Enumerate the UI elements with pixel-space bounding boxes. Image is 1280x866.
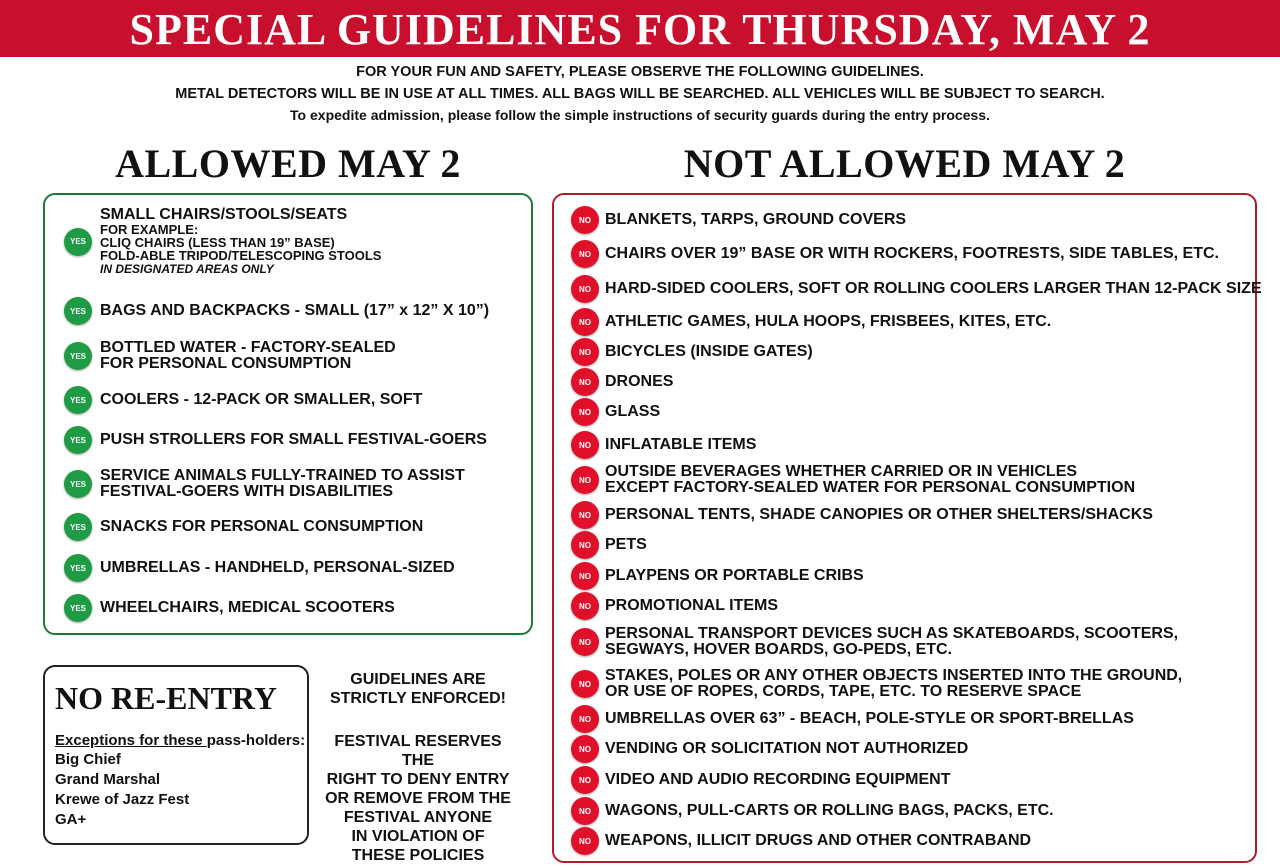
- list-item: [571, 338, 813, 366]
- yes-badge-icon: YES: [64, 297, 92, 325]
- list-item: [64, 297, 489, 325]
- no-badge-icon: NO: [571, 735, 599, 763]
- no-badge-icon: NO: [571, 501, 599, 529]
- item-text-continued: FOR PERSONAL CONSUMPTION: [100, 355, 352, 372]
- list-item: [571, 206, 906, 234]
- item-text-continued: FESTIVAL-GOERS WITH DISABILITIES: [100, 483, 394, 500]
- item-text: GLASS: [605, 403, 661, 420]
- chairs-example: FOR EXAMPLE:: [100, 222, 199, 237]
- item-text: WHEELCHAIRS, MEDICAL SCOOTERS: [100, 599, 395, 616]
- list-item: [64, 513, 423, 541]
- item-text: ATHLETIC GAMES, HULA HOOPS, FRISBEES, KITES, ETC.: [605, 313, 1052, 330]
- item-text-continued: OR USE OF ROPES, CORDS, TAPE, ETC. TO RESERVE SPACE: [605, 683, 1082, 700]
- item-text: OUTSIDE BEVERAGES WHETHER CARRIED OR IN VEHICLES: [605, 463, 1078, 480]
- item-text: BOTTLED WATER - FACTORY-SEALED: [100, 339, 396, 356]
- no-reentry-exceptions: [55, 732, 305, 749]
- item-text: STAKES, POLES OR ANY OTHER OBJECTS INSERTED INTO THE GROUND,: [605, 667, 1183, 684]
- item-text-continued: SEGWAYS, HOVER BOARDS, GO-PEDS, ETC.: [605, 641, 953, 658]
- no-badge-icon: NO: [571, 240, 599, 268]
- list-item: [571, 705, 1134, 733]
- item-text: CHAIRS OVER 19” BASE OR WITH ROCKERS, FOOTRESTS, SIDE TABLES, ETC.: [605, 245, 1219, 262]
- list-item: [571, 562, 864, 590]
- list-item: [571, 827, 1031, 855]
- pass-holder: GA+: [55, 811, 87, 828]
- chairs-title: SMALL CHAIRS/STOOLS/SEATS: [100, 206, 348, 223]
- yes-badge-icon: YES: [64, 470, 92, 498]
- item-text: PETS: [605, 536, 647, 553]
- exceptions-rest: pass-holders:: [206, 732, 306, 749]
- no-badge-icon: NO: [571, 705, 599, 733]
- enforced-notice: GUIDELINES ARE STRICTLY ENFORCED!: [329, 671, 506, 707]
- list-item: [64, 554, 455, 582]
- item-text: UMBRELLAS OVER 63” - BEACH, POLE-STYLE OR SPORT-BRELLAS: [605, 710, 1134, 727]
- chairs-note: IN DESIGNATED AREAS ONLY: [100, 262, 274, 276]
- chairs-line-2: FOLD-ABLE TRIPOD/TELESCOPING STOOLS: [100, 248, 382, 263]
- list-item: [571, 240, 1219, 268]
- list-item: [64, 426, 487, 454]
- no-badge-icon: NO: [571, 206, 599, 234]
- pass-holder: Big Chief: [55, 751, 121, 768]
- item-text: UMBRELLAS - HANDHELD, PERSONAL-SIZED: [100, 559, 455, 576]
- list-item: [571, 797, 1054, 825]
- item-text: VENDING OR SOLICITATION NOT AUTHORIZED: [605, 740, 969, 757]
- item-text-continued: EXCEPT FACTORY-SEALED WATER FOR PERSONAL CONSUMPTION: [605, 479, 1136, 496]
- no-badge-icon: NO: [571, 797, 599, 825]
- chairs-line-1: CLIQ CHAIRS (LESS THAN 19” BASE): [100, 235, 335, 250]
- item-text: PROMOTIONAL ITEMS: [605, 597, 779, 614]
- no-badge-icon: NO: [571, 670, 599, 698]
- pass-holder: Krewe of Jazz Fest: [55, 791, 190, 808]
- item-text: PERSONAL TRANSPORT DEVICES SUCH AS SKATEBOARDS, SCOOTERS,: [605, 625, 1179, 642]
- item-text: HARD-SIDED COOLERS, SOFT OR ROLLING COOLERS LARGER THAN 12-PACK SIZE: [605, 280, 1262, 297]
- item-text: SERVICE ANIMALS FULLY-TRAINED TO ASSIST: [100, 467, 465, 484]
- item-text: PUSH STROLLERS FOR SMALL FESTIVAL-GOERS: [100, 431, 487, 448]
- list-item: [571, 398, 660, 426]
- yes-badge-icon: YES: [64, 594, 92, 622]
- list-item: [571, 368, 673, 396]
- no-reentry-title: NO RE-ENTRY: [55, 680, 277, 716]
- list-item: [571, 275, 1262, 303]
- no-badge-icon: NO: [571, 275, 599, 303]
- allowed-heading: ALLOWED MAY 2: [115, 141, 461, 186]
- item-text: VIDEO AND AUDIO RECORDING EQUIPMENT: [605, 771, 951, 788]
- pass-holder-list: [55, 750, 189, 830]
- no-badge-icon: NO: [571, 827, 599, 855]
- allowed-item-chairs: [64, 207, 381, 276]
- no-badge-icon: NO: [571, 466, 599, 494]
- not-allowed-heading: NOT ALLOWED MAY 2: [683, 141, 1126, 186]
- item-text: BLANKETS, TARPS, GROUND COVERS: [605, 211, 907, 228]
- item-text: BICYCLES (INSIDE GATES): [605, 343, 813, 360]
- no-badge-icon: NO: [571, 628, 599, 656]
- no-badge-icon: NO: [571, 308, 599, 336]
- pass-holder: Grand Marshal: [55, 771, 161, 788]
- list-item: [571, 668, 1182, 700]
- item-text: COOLERS - 12-PACK OR SMALLER, SOFT: [100, 391, 423, 408]
- list-item: [571, 592, 778, 620]
- list-item: [64, 386, 422, 414]
- item-text: SNACKS FOR PERSONAL CONSUMPTION: [100, 518, 424, 535]
- yes-badge-icon: YES: [64, 386, 92, 414]
- yes-badge-icon: YES: [64, 228, 92, 256]
- no-badge-icon: NO: [571, 562, 599, 590]
- no-badge-icon: NO: [571, 592, 599, 620]
- exceptions-underlined: Exceptions for these: [55, 732, 207, 749]
- list-item: [571, 626, 1178, 658]
- no-badge-icon: NO: [571, 431, 599, 459]
- item-text: DRONES: [605, 373, 674, 390]
- page-title-banner: SPECIAL GUIDELINES FOR THURSDAY, MAY 2: [0, 0, 1280, 57]
- item-text: BAGS AND BACKPACKS - SMALL (17” x 12” X 10”): [100, 302, 490, 319]
- list-item: [64, 340, 396, 372]
- intro-line-3: To expedite admission, please follow the simple instructions of security guards during the entry process.: [290, 107, 990, 123]
- item-text: WAGONS, PULL-CARTS OR ROLLING BAGS, PACKS, ETC.: [605, 802, 1054, 819]
- yes-badge-icon: YES: [64, 426, 92, 454]
- list-item: [64, 468, 465, 500]
- intro-line-2: METAL DETECTORS WILL BE IN USE AT ALL TIMES. ALL BAGS WILL BE SEARCHED. ALL VEHICLES WILL BE SUBJECT TO SEARCH.: [175, 86, 1105, 102]
- list-item: [64, 594, 395, 622]
- list-item: [571, 501, 1153, 529]
- list-item: [571, 531, 647, 559]
- list-item: [571, 308, 1051, 336]
- item-text: PLAYPENS OR PORTABLE CRIBS: [605, 567, 864, 584]
- no-badge-icon: NO: [571, 338, 599, 366]
- list-item: [571, 464, 1135, 496]
- yes-badge-icon: YES: [64, 342, 92, 370]
- item-text: WEAPONS, ILLICIT DRUGS AND OTHER CONTRABAND: [605, 832, 1032, 849]
- no-badge-icon: NO: [571, 368, 599, 396]
- list-item: [571, 766, 951, 794]
- item-text: PERSONAL TENTS, SHADE CANOPIES OR OTHER SHELTERS/SHACKS: [605, 506, 1153, 523]
- intro-line-1: FOR YOUR FUN AND SAFETY, PLEASE OBSERVE THE FOLLOWING GUIDELINES.: [356, 64, 924, 80]
- yes-badge-icon: YES: [64, 513, 92, 541]
- item-text: INFLATABLE ITEMS: [605, 436, 757, 453]
- no-badge-icon: NO: [571, 398, 599, 426]
- list-item: [571, 431, 756, 459]
- yes-badge-icon: YES: [64, 554, 92, 582]
- no-badge-icon: NO: [571, 766, 599, 794]
- no-badge-icon: NO: [571, 531, 599, 559]
- list-item: [571, 735, 968, 763]
- reserves-notice: FESTIVAL RESERVES THE RIGHT TO DENY ENTRY OR REMOVE FROM THE FESTIVAL ANYONE IN VIOLATION OF THESE POLICIES: [325, 733, 511, 864]
